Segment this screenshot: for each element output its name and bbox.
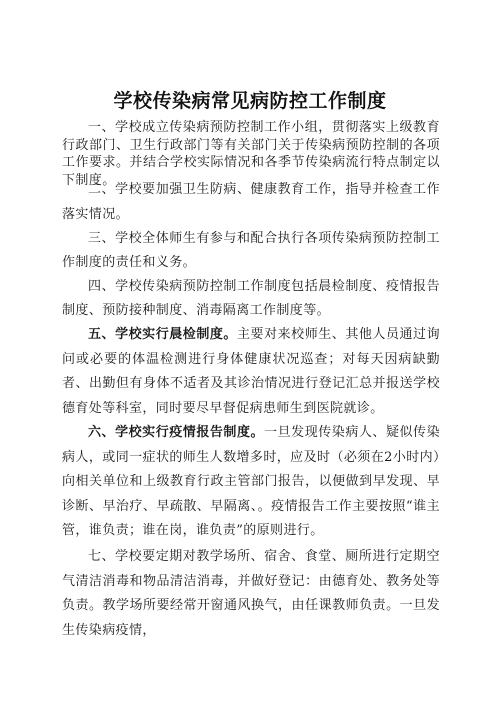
document-title: 学校传染病常见病防控工作制度 [113,90,387,112]
paragraph-6-text: 一旦发现传染病人、疑似传染病人，或同一症状的师生人数增多时，应及时（必须在2小时内）向相关单位和上级教育行政主管部门报告，以便做到早发现、早诊断、早治疗、早疏散、早隔离、。疫情报告工作主要按照“谁主管，谁负责；谁在岗，谁负责”的原则进行。 [62,425,441,538]
paragraph-2 [62,177,440,227]
paragraph-4-text: 四、学校传染病预防控制工作制度包括晨检制度、疫情报告制度、预防接种制度、消毒隔离工作制度等。 [62,279,440,318]
paragraph-5 [62,323,440,421]
paragraph-6 [62,421,440,544]
paragraph-3-text: 三、学校全体师生有参与和配合执行各项传染病预防控制工作制度的责任和义务。 [62,231,440,270]
paragraph-2-text: 二、学校要加强卫生防病、健康教育工作，指导并检查工作落实情况。 [62,182,440,222]
paragraph-5-text: 主要对来校师生、其他人员通过询问或必要的体温检测进行身体健康状况巡查；对每天因病缺勤者、出勤但有身体不适者及其诊治情况进行登记汇总并报送学校德育处等科室，同时要尽早督促病患师生到医院就诊。 [62,327,440,416]
paragraph-3 [62,227,440,275]
paragraph-5-lead: 五、学校实行晨检制度。 [88,327,237,342]
paragraph-4 [62,275,440,323]
paragraph-6-lead: 六、学校实行疫情报告制度。 [88,425,265,440]
paragraph-7-text: 七、学校要定期对教学场所、宿舍、食堂、厕所进行定期空气清洁消毒和物品清洁消毒，并做好登记：由德育处、教务处等负责。教学场所要经常开窗通风换气，由任课教师负责。一旦发生传染病疫情， [62,549,440,638]
paragraph-7 [62,545,440,643]
paragraph-1-text: 一、学校成立传染病预防控制工作小组，贯彻落实上级教育行政部门、卫生行政部门等有关部门关于传染病预防控制的各项工作要求。并结合学校实际情况和各季节传染病流行特点制定以下制度。 [62,120,440,188]
